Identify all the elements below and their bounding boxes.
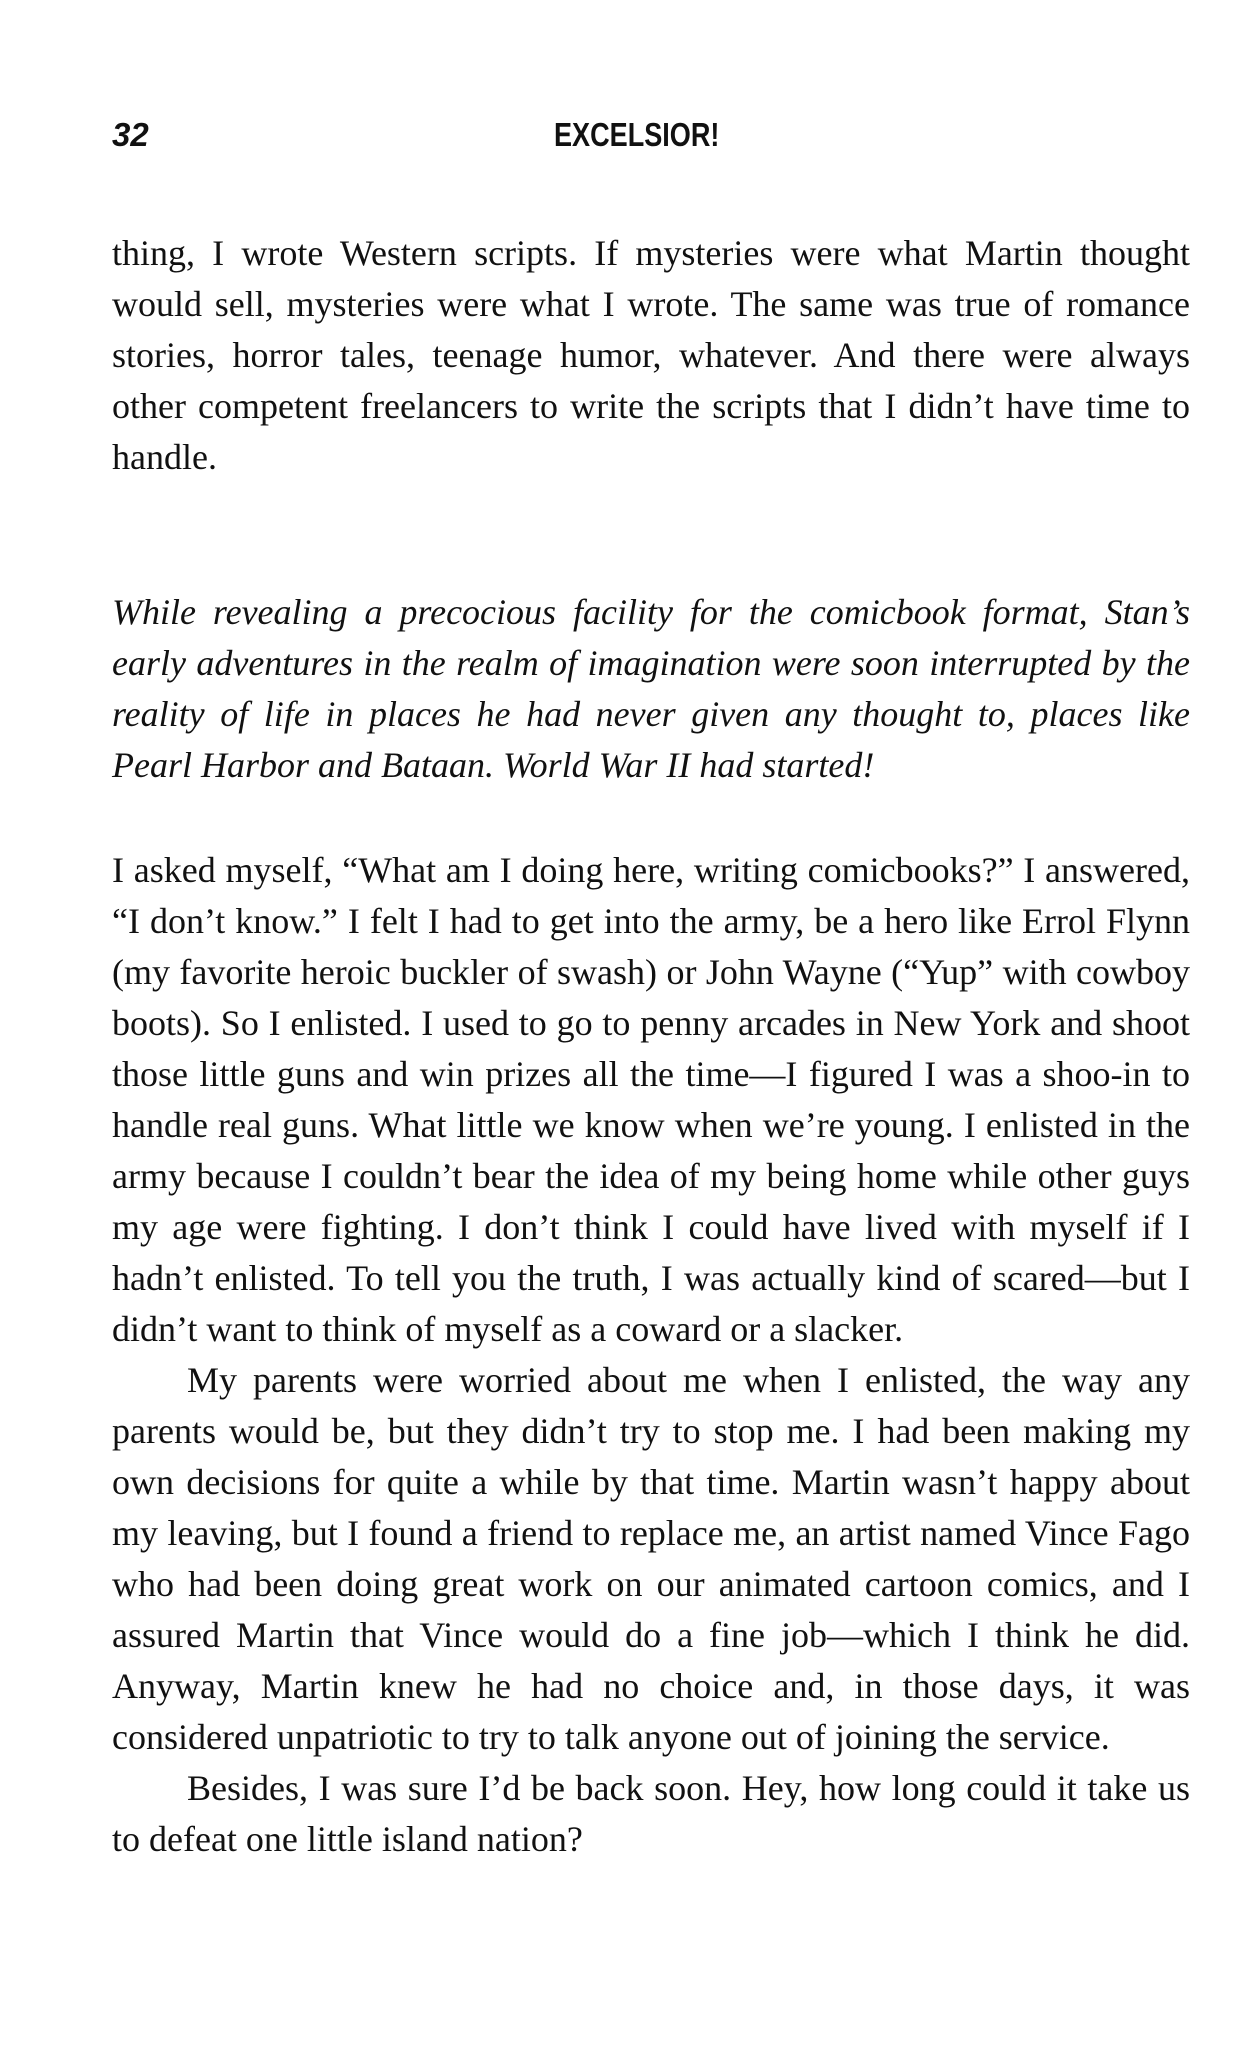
book-title: EXCELSIOR! bbox=[554, 116, 720, 153]
opening-paragraph-block bbox=[112, 228, 1190, 483]
opening-paragraph: thing, I wrote Western scripts. If mysteries were what Martin thought would sell, mysteries were what I wrote. The same was true of romance stories, horror tales, teenage humor, whatever. And there were always other competent freelancers to write the scripts that I didn’t have time to handle. bbox=[112, 233, 1190, 477]
paragraph-besides: Besides, I was sure I’d be back soon. Hey, how long could it take us to defeat one little island nation? bbox=[112, 1768, 1190, 1859]
italic-interlude-block bbox=[112, 587, 1190, 791]
main-text-block bbox=[112, 845, 1190, 1865]
running-head bbox=[112, 110, 1190, 160]
page-number: 32 bbox=[112, 116, 149, 153]
paragraph-parents: My parents were worried about me when I enlisted, the way any parents would be, but they didn’t try to stop me. I had been making my own decisions for quite a while by that time. Martin wasn’t happy about my leaving, but I found a friend to replace me, an artist named Vince Fago who had been doing great work on our animated cartoon comics, and I assured Martin that Vince would do a fine job—which I think he did. Anyway, Martin knew he had no choice and, in those days, it was considered unpatriotic to try to talk anyone out of joining the service. bbox=[112, 1360, 1190, 1757]
italic-interlude: While revealing a precocious facility for the comicbook format, Stan’s early adventures in the realm of imagination were soon interrupted by the reality of life in places he had never given any thought to, places like Pearl Harbor and Bataan. World War II had started! bbox=[112, 592, 1190, 785]
paragraph-enlist: I asked myself, “What am I doing here, writing comicbooks?” I answered, “I don’t know.” I felt I had to get into the army, be a hero like Errol Flynn (my favorite heroic buckler of swash) or John Wayne (“Yup” with cowboy boots). So I enlisted. I used to go to penny arcades in New York and shoot those little guns and win prizes all the time—I figured I was a shoo-in to handle real guns. What little we know when we’re young. I enlisted in the army because I couldn’t bear the idea of my being home while other guys my age were fighting. I don’t think I could have lived with myself if I hadn’t enlisted. To tell you the truth, I was actually kind of scared—but I didn’t want to think of myself as a coward or a slacker. bbox=[112, 850, 1190, 1349]
